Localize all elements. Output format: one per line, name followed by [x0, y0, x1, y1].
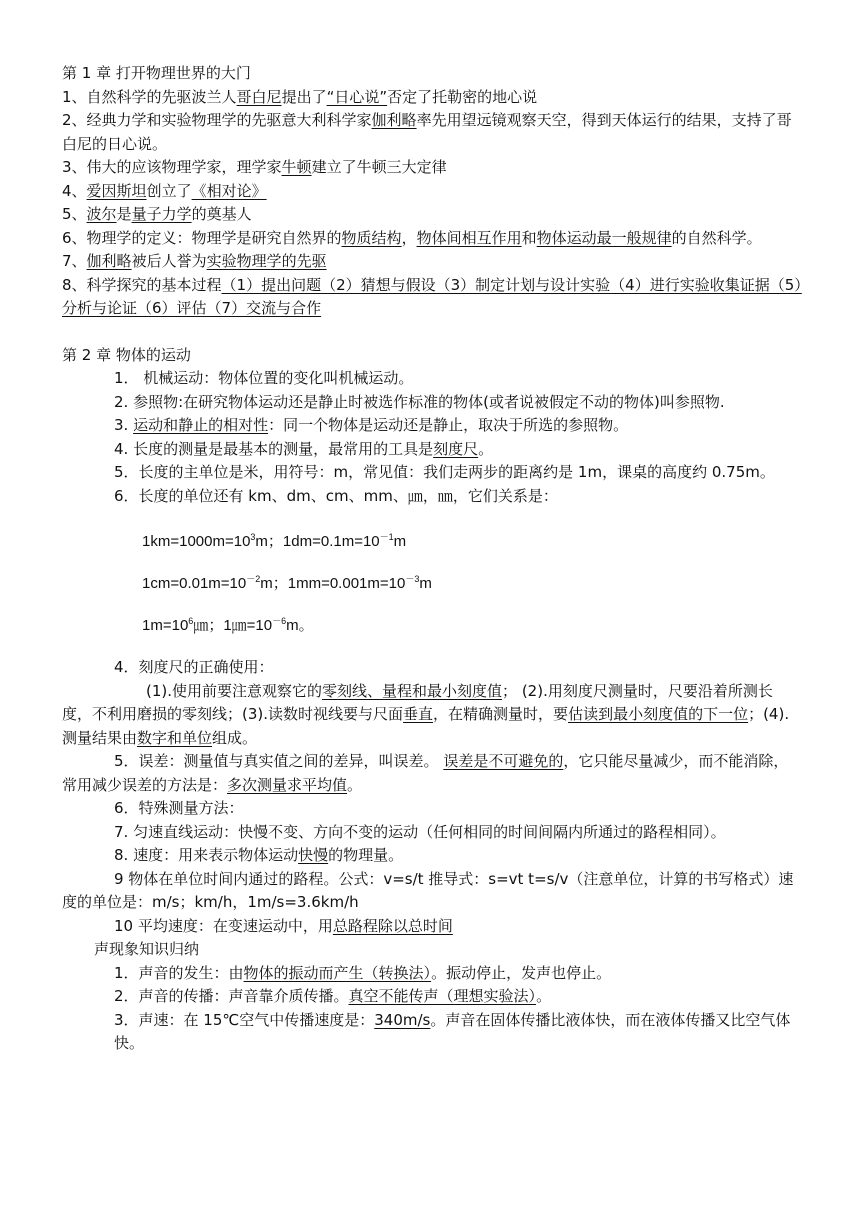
ch2-error: [62, 750, 802, 797]
key-term: 波尔: [86, 205, 117, 223]
ch1-item-4: [62, 180, 802, 204]
key-term: 多次测量求平均值: [227, 775, 348, 794]
ch2-item-ruler: 4．刻度尺的正确使用：: [114, 658, 274, 676]
exponent: －2: [246, 574, 261, 584]
text: ㎛；1㎛=10: [193, 617, 273, 634]
ch2-speed: [62, 844, 802, 868]
text: 组成。: [212, 728, 258, 747]
exponent: 3: [250, 532, 256, 542]
key-term: 总路程除以总时间: [332, 916, 453, 935]
ch1-item-5: [62, 203, 802, 227]
spacer: [62, 552, 802, 574]
text: 的自然科学。: [671, 228, 762, 247]
exponent: －6: [272, 616, 287, 626]
exponent: －1: [379, 532, 394, 542]
text: 。: [478, 439, 494, 458]
text: 2．声音的传播：声音靠介质传播。: [114, 987, 349, 1005]
text: 1m=10: [142, 617, 189, 634]
text: ，它只能尽量减少，而不能消除，常用减少误差的方法是：: [62, 752, 789, 794]
equation-1: [62, 532, 802, 552]
text: 。声音在固体传播比液体快，而在液体传播又比空气体快。: [114, 1010, 791, 1052]
ch2-ruler-usage: [62, 680, 802, 751]
text: 否定了托勒密的地心说: [387, 87, 538, 106]
text: 和: [521, 228, 537, 247]
key-term: 牛顿: [281, 158, 312, 176]
text: ； (2).用刻度尺测量时，尺要沿着所测长度，不利用磨损的零刻线；(3).读数时视线要与尺面: [62, 681, 773, 723]
key-term: 实验物理学的先驱: [206, 252, 327, 270]
text: 率先用望远镜观察天空，得到天体运行的结果，支持了哥白尼的日心说。: [62, 111, 792, 153]
sound-item-1: [62, 962, 802, 986]
text: 。: [347, 775, 363, 794]
sound-item-3: [62, 1009, 802, 1056]
text: m: [419, 575, 432, 592]
ch2-item-2: [62, 391, 802, 415]
key-term: 《相对论》: [191, 181, 267, 200]
text: 4. 长度的测量是最基本的测量，最常用的工具是: [114, 439, 434, 458]
exponent: 6: [188, 616, 194, 626]
sound-item-2: [62, 985, 802, 1009]
text: ：同一个物体是运动还是静止，取决于所选的参照物。: [268, 416, 629, 434]
text: 是: [116, 205, 132, 223]
text: 5．长度的主单位是米，用符号：m，常见值：我们走两步的距离约是 1m，课桌的高度约 0.75m。: [114, 463, 775, 481]
text: 2、经典力学和实验物理学的先驱意大利科学家: [62, 111, 372, 129]
ch1-item-3: [62, 156, 802, 180]
chapter2-title: 第 2 章 物体的运动: [62, 345, 191, 364]
text: 3、伟大的应该物理学家，理学家: [62, 158, 282, 176]
ch2-average-speed: [62, 915, 802, 939]
key-term: 物体的振动而产生（转换法）: [243, 963, 432, 982]
key-term: 快慢: [298, 846, 329, 864]
sound-title: 声现象知识归纳: [94, 940, 200, 958]
equation-3: [62, 616, 802, 636]
ch2-item-3: [62, 414, 802, 438]
text: 1km=1000m=10: [142, 533, 251, 550]
key-term: 误差是不可避免的: [443, 752, 564, 770]
ch2-item-6: 6．长度的单位还有 km、dm、cm、mm、㎛，㎚，它们关系是：: [114, 486, 558, 505]
key-term: 物体运动最一般规律: [536, 228, 672, 247]
text: 9 物体在单位时间内通过的路程。公式：v=s/t 推导式：s=vt t=s/v（注意单位，计算的书写格式）速度的单位是：m/s；km/h，1m/s=3.6km/h: [62, 869, 794, 911]
key-term: “日心说”: [326, 87, 388, 106]
text: m。: [286, 617, 314, 634]
spacer: [62, 594, 802, 616]
text: m；1dm=0.1m=10: [255, 533, 380, 550]
key-term: 运动和静止的相对性: [133, 416, 269, 434]
ch1-item-6: [62, 227, 802, 251]
text: 的奠基人: [191, 205, 252, 223]
spacer: [62, 636, 802, 656]
text: 创立了: [146, 181, 192, 200]
key-term: 估读到最小刻度值的下一位: [568, 705, 749, 723]
ch2-item-1: 1． 机械运动：物体位置的变化叫机械运动。: [114, 369, 414, 387]
exponent: －3: [405, 574, 420, 584]
ch1-item-7: [62, 250, 802, 274]
text: 7、: [62, 252, 87, 270]
ch2-uniform-motion: 7. 匀速直线运动：快慢不变、方向不变的运动（任何相同的时间间隔内所通过的路程相同）。: [114, 822, 726, 841]
text: 被后人誉为: [131, 252, 207, 270]
text: (1).使用前要注意观察它的: [146, 681, 323, 700]
key-term: 零刻线、量程和最小刻度值: [322, 681, 503, 700]
key-term: 爱因斯坦: [86, 181, 147, 200]
equation-2: [62, 574, 802, 594]
key-term: 量子力学: [131, 205, 192, 223]
text: 建立了牛顿三大定律: [311, 158, 447, 176]
text: 3.: [114, 416, 134, 434]
key-term: 垂直: [403, 705, 434, 723]
ch2-speed-formula: [62, 868, 802, 915]
text: 1．声音的发生：由: [114, 963, 244, 982]
text: 2. 参照物:在研究物体运动还是静止时被选作标准的物体(或者说被假定不动的物体)叫参照物.: [114, 392, 725, 411]
key-term: 物质结构: [341, 228, 402, 247]
text: 8、科学探究的基本过程: [62, 275, 222, 294]
text: ；(4). 测量结果由: [62, 705, 790, 747]
text: 1、自然科学的先驱波兰人: [62, 87, 237, 106]
key-term: 340m/s: [374, 1010, 431, 1029]
text: 提出了: [281, 87, 327, 106]
ch1-item-1: [62, 86, 802, 110]
key-term: 数字和单位: [137, 728, 213, 747]
key-term: 刻度尺: [433, 439, 479, 458]
ch1-item-8: [62, 274, 802, 321]
key-term: 伽利略: [371, 111, 417, 129]
text: 8. 速度：用来表示物体运动: [114, 846, 299, 864]
text: 6、物理学的定义：物理学是研究自然界的: [62, 228, 342, 247]
key-term: 真空不能传声（理想实验法）: [348, 987, 537, 1005]
text: 的物理量。: [328, 846, 404, 864]
ch2-item-4: [62, 438, 802, 462]
text: 5、: [62, 205, 87, 223]
spacer: [62, 508, 802, 532]
text: 10 平均速度：在变速运动中，用: [114, 916, 333, 935]
ch2-special-measure: 6．特殊测量方法：: [114, 799, 244, 817]
ch1-item-2: [62, 109, 802, 156]
text: 。: [536, 987, 552, 1005]
key-term: 物体间相互作用: [416, 228, 522, 247]
ch2-item-5: [62, 461, 802, 485]
text: 4、: [62, 181, 87, 200]
document-page: [62, 62, 802, 1056]
key-term: 伽利略: [86, 252, 132, 270]
key-term: 哥白尼: [236, 87, 282, 106]
key-term: （1）提出问题（2）猜想与假设（3）制定计划与设计实验（4）进行实验收集证据（5）分析与论证（6）评估（7）交流与合作: [62, 275, 802, 317]
text: ，: [401, 228, 417, 247]
text: 3．声速：在 15℃空气中传播速度是：: [114, 1010, 375, 1029]
text: m；1mm=0.001m=10: [260, 575, 406, 592]
text: m: [393, 533, 407, 550]
text: 1cm=0.01m=10: [142, 575, 247, 592]
spacer: [62, 321, 802, 344]
text: 。振动停止，发声也停止。: [431, 963, 612, 982]
text: ，在精确测量时，要: [433, 705, 569, 723]
chapter1-title: 第 1 章 打开物理世界的大门: [62, 64, 251, 82]
text: 5．误差：测量值与真实值之间的差异，叫误差。: [114, 752, 444, 770]
